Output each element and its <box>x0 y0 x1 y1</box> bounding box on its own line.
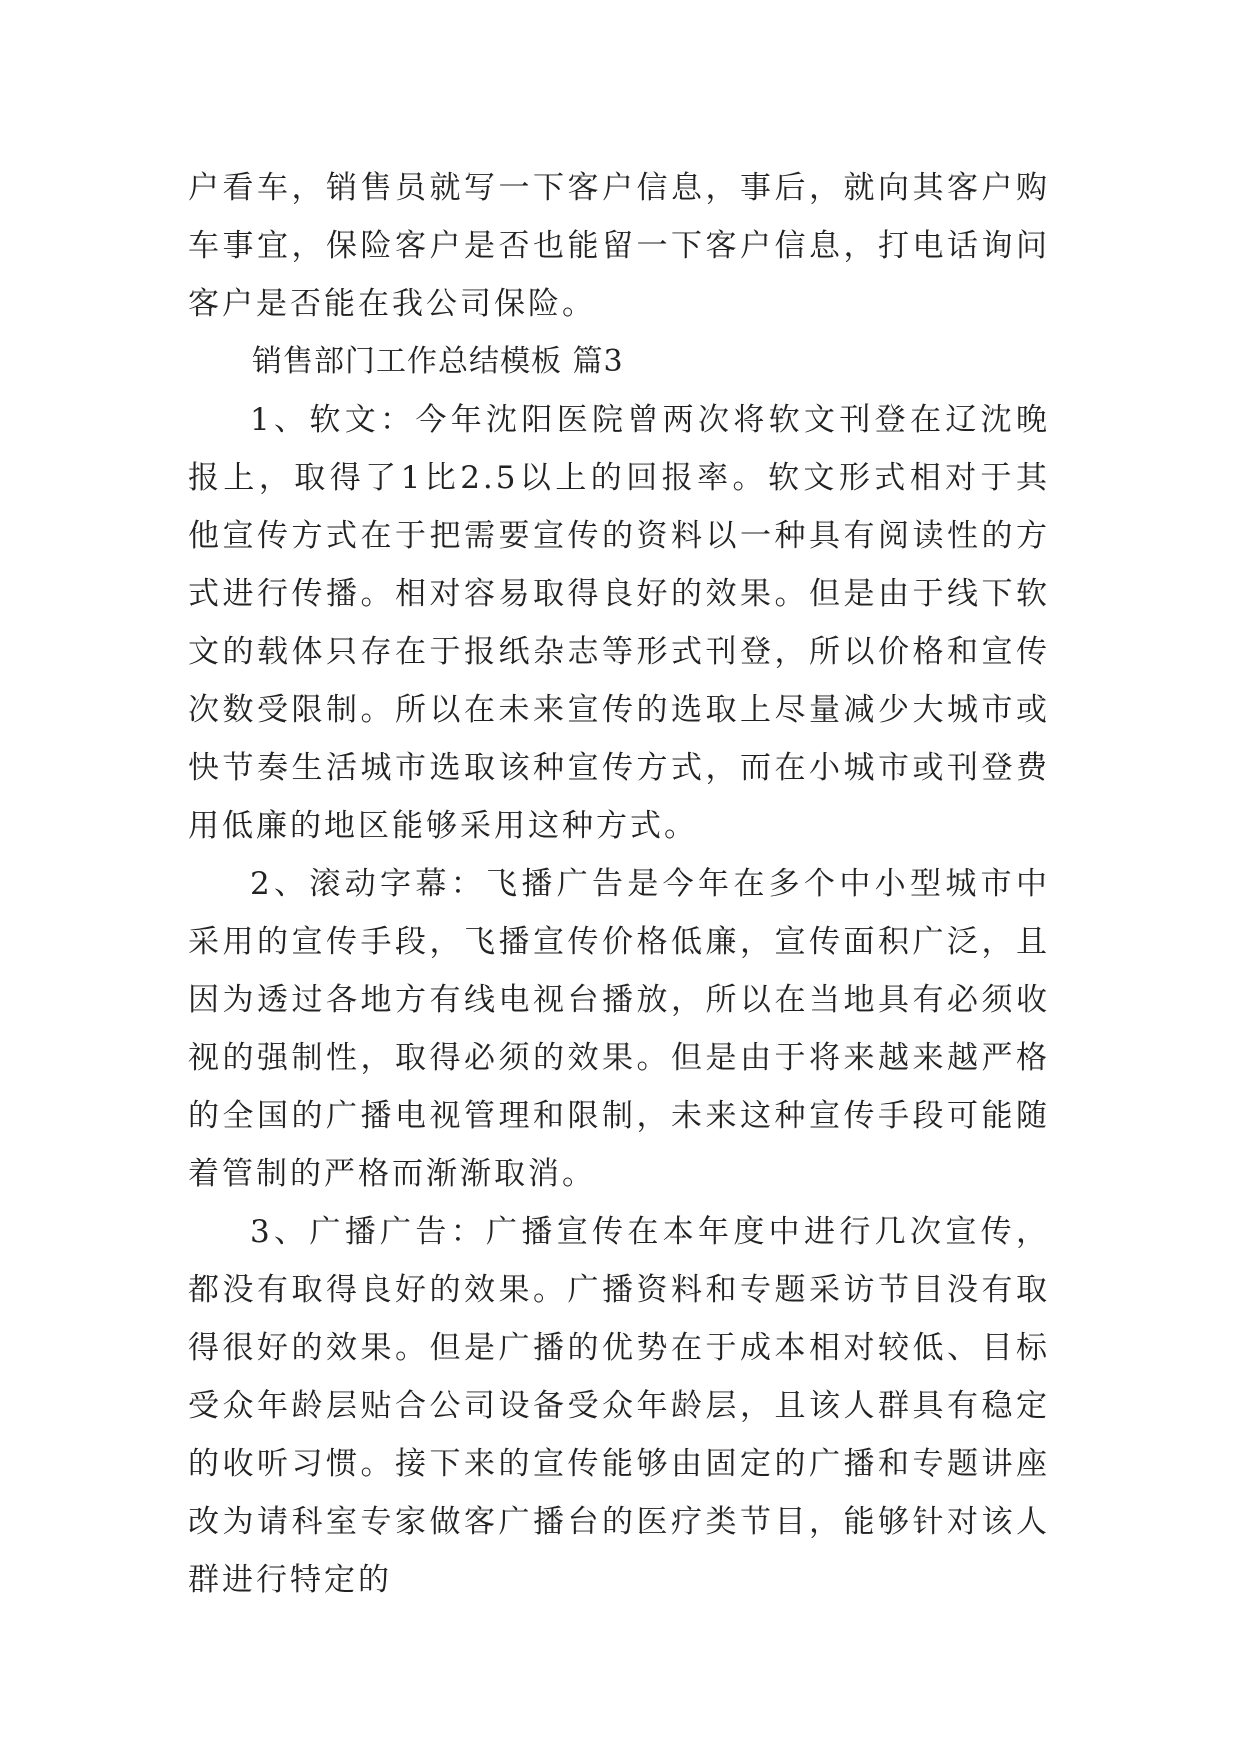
section-heading: 销售部门工作总结模板 篇3 <box>252 344 624 379</box>
continued-paragraph: 户看车，销售员就写一下客户信息，事后，就向其客户购车事宜，保险客户是否也能留一下客户信息，打电话询问客户是否能在我公司保险。 <box>188 170 1050 322</box>
paragraph-radio-advertising: 3、广播广告：广播宣传在本年度中进行几次宣传，都没有取得良好的效果。广播资料和专题采访节目没有取得很好的效果。但是广播的优势在于成本相对较低、目标受众年龄层贴合公司设备受众年龄层，且该人群具有稳定的收听习惯。接下来的宣传能够由固定的广播和专题讲座改为请科室专家做客广播台的医疗类节目，能够针对该人群进行特定的 <box>188 1214 1050 1598</box>
paragraph-scrolling-caption: 2、滚动字幕：飞播广告是今年在多个中小型城市中采用的宣传手段，飞播宣传价格低廉，宣传面积广泛，且因为透过各地方有线电视台播放，所以在当地具有必须收视的强制性，取得必须的效果。但是由于将来越来越严格的全国的广播电视管理和限制，未来这种宣传手段可能随着管制的严格而渐渐取消。 <box>188 866 1050 1192</box>
paragraph-soft-article: 1、软文：今年沈阳医院曾两次将软文刊登在辽沈晚报上，取得了1比2.5以上的回报率。软文形式相对于其他宣传方式在于把需要宣传的资料以一种具有阅读性的方式进行传播。相对容易取得良好的效果。但是由于线下软文的载体只存在于报纸杂志等形式刊登，所以价格和宣传次数受限制。所以在未来宣传的选取上尽量减少大城市或快节奏生活城市选取该种宣传方式，而在小城市或刊登费用低廉的地区能够采用这种方式。 <box>188 402 1050 844</box>
